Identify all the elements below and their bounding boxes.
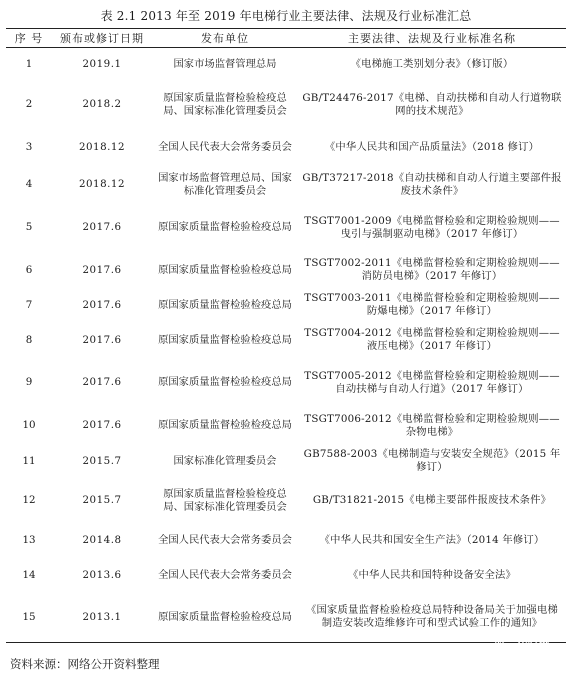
cell-title: TSGT7004-2012《电梯监督检验和定期检验规则——液压电梯》（2017 年修订） xyxy=(304,327,560,352)
cell-seq: 5 xyxy=(25,221,33,233)
cell-seq: 2 xyxy=(25,98,33,110)
cell-date: 2017.6 xyxy=(82,221,122,233)
cell-agency: 国家标准化管理委员会 xyxy=(173,454,277,467)
table-row xyxy=(6,167,566,203)
cell-agency: 全国人民代表大会常务委员会 xyxy=(158,141,292,153)
table-row xyxy=(6,129,566,167)
header-title: 主要法律、法规及行业标准名称 xyxy=(298,29,566,48)
cell-seq: 3 xyxy=(25,141,33,153)
header-row xyxy=(6,29,566,48)
cell-date: 2017.6 xyxy=(82,333,122,346)
cell-date: 2017.6 xyxy=(82,419,122,431)
cell-agency: 原国家质量监督检验检疫总局 xyxy=(158,333,292,346)
cell-date: 2013.6 xyxy=(82,569,122,581)
cell-title: TSGT7003-2011《电梯监督检验和定期检验规则——防爆电梯》（2017 年修订） xyxy=(304,292,560,317)
table-row xyxy=(6,358,566,408)
table-row xyxy=(6,323,566,358)
cell-date: 2017.6 xyxy=(82,298,122,311)
cell-title: 《中华人民共和国特种设备安全法》 xyxy=(348,569,516,581)
table-row xyxy=(6,559,566,593)
cell-seq: 9 xyxy=(25,376,33,388)
cell-agency: 原国家质量监督检验检疫总局、国家标准化管理委员会 xyxy=(163,487,287,513)
table-row xyxy=(6,408,566,444)
table-row xyxy=(6,48,566,81)
cell-date: 2019.1 xyxy=(82,57,122,70)
cell-date: 2018.2 xyxy=(82,98,122,110)
cell-title: TSGT7002-2011《电梯监督检验和定期检验规则——消防员电梯》（2017 年修订） xyxy=(304,257,560,282)
source-note: 资料来源：网络公开资料整理 xyxy=(10,657,160,671)
table-row xyxy=(6,203,566,253)
cell-date: 2013.1 xyxy=(52,593,152,643)
cell-date: 2015.7 xyxy=(82,494,122,506)
cell-agency: 国家市场监督管理总局、国家标准化管理委员会 xyxy=(158,171,292,197)
cell-title: GB/T31821-2015《电梯主要部件报废技术条件》 xyxy=(312,494,552,506)
cell-title: 《国家质量监督检验检疫总局特种设备局关于加强电梯制造安装改造维修许可和型式试验工作的通知》 xyxy=(298,593,566,643)
cell-date: 2018.12 xyxy=(78,178,126,190)
cell-seq: 7 xyxy=(25,298,33,311)
table-row xyxy=(6,479,566,523)
table-row xyxy=(6,593,566,643)
cell-seq: 15 xyxy=(6,593,52,643)
cell-title: GB/T24476-2017《电梯、自动扶梯和自动人行道物联网的技术规范》 xyxy=(302,91,562,117)
table-row xyxy=(6,444,566,479)
cell-title: TSGT7005-2012《电梯监督检验和定期检验规则——自动扶梯与自动人行道》（2017 年修订） xyxy=(304,369,560,395)
cell-agency: 原国家质量监督检验检疫总局 xyxy=(158,419,292,431)
cell-seq: 11 xyxy=(22,454,36,467)
cell-seq: 4 xyxy=(25,178,33,190)
cell-seq: 12 xyxy=(22,494,36,506)
cell-agency: 全国人民代表大会常务委员会 xyxy=(158,569,292,581)
cell-title: 《中华人民共和国产品质量法》（2018 修订） xyxy=(324,141,540,153)
cell-seq: 10 xyxy=(22,419,36,431)
cell-agency: 原国家质量监督检验检疫总局 xyxy=(152,593,298,643)
table-row xyxy=(6,288,566,323)
regulations-table xyxy=(6,28,566,643)
header-agency: 发布单位 xyxy=(152,29,298,48)
cell-agency: 原国家质量监督检验检疫总局 xyxy=(158,376,292,388)
watermark-url: www.1daixie.com xyxy=(478,652,566,663)
cell-agency: 原国家质量监督检验检疫总局、国家标准化管理委员会 xyxy=(163,91,287,117)
cell-title: GB7588-2003《电梯制造与安装安全规范》（2015 年修订） xyxy=(303,448,561,473)
cell-title: 《中华人民共和国安全生产法》（2014 年修订） xyxy=(319,534,545,546)
cell-date: 2018.12 xyxy=(78,141,126,153)
cell-date: 2015.7 xyxy=(82,454,122,467)
table-caption: 表 2.1 2013 年至 2019 年电梯行业主要法律、法规及行业标准汇总 xyxy=(100,9,472,23)
table-header xyxy=(6,29,566,48)
table-row xyxy=(6,81,566,129)
cell-date: 2014.8 xyxy=(82,534,122,546)
cell-agency: 原国家质量监督检验检疫总局 xyxy=(158,263,292,276)
cell-seq: 6 xyxy=(25,263,33,276)
cell-seq: 14 xyxy=(22,569,36,581)
cell-title: 《电梯施工类别划分表》（修订版） xyxy=(350,57,514,70)
table-row xyxy=(6,253,566,288)
cell-seq: 13 xyxy=(22,534,36,546)
cell-title: TSGT7006-2012《电梯监督检验和定期检验规则——杂物电梯》 xyxy=(304,412,560,438)
cell-date: 2017.6 xyxy=(82,376,122,388)
table-row xyxy=(6,523,566,559)
cell-agency: 国家市场监督管理总局 xyxy=(173,57,277,70)
header-date: 颁布或修订日期 xyxy=(52,29,152,48)
watermark-name: 第一代写网 xyxy=(494,639,550,652)
cell-date: 2017.6 xyxy=(82,263,122,276)
cell-title: TSGT7001-2009《电梯监督检验和定期检验规则——曳引与强制驱动电梯》（2017 年修订） xyxy=(304,214,560,240)
cell-seq: 1 xyxy=(25,57,33,70)
watermark-logo xyxy=(478,640,566,664)
cell-seq: 8 xyxy=(25,333,33,346)
cell-agency: 原国家质量监督检验检疫总局 xyxy=(158,298,292,311)
header-seq: 序 号 xyxy=(6,29,52,48)
cell-agency: 原国家质量监督检验检疫总局 xyxy=(158,221,292,233)
cell-agency: 全国人民代表大会常务委员会 xyxy=(158,534,292,546)
cell-title: GB/T37217-2018《自动扶梯和自动人行道主要部件报废技术条件》 xyxy=(302,171,562,197)
table-body xyxy=(6,48,566,643)
